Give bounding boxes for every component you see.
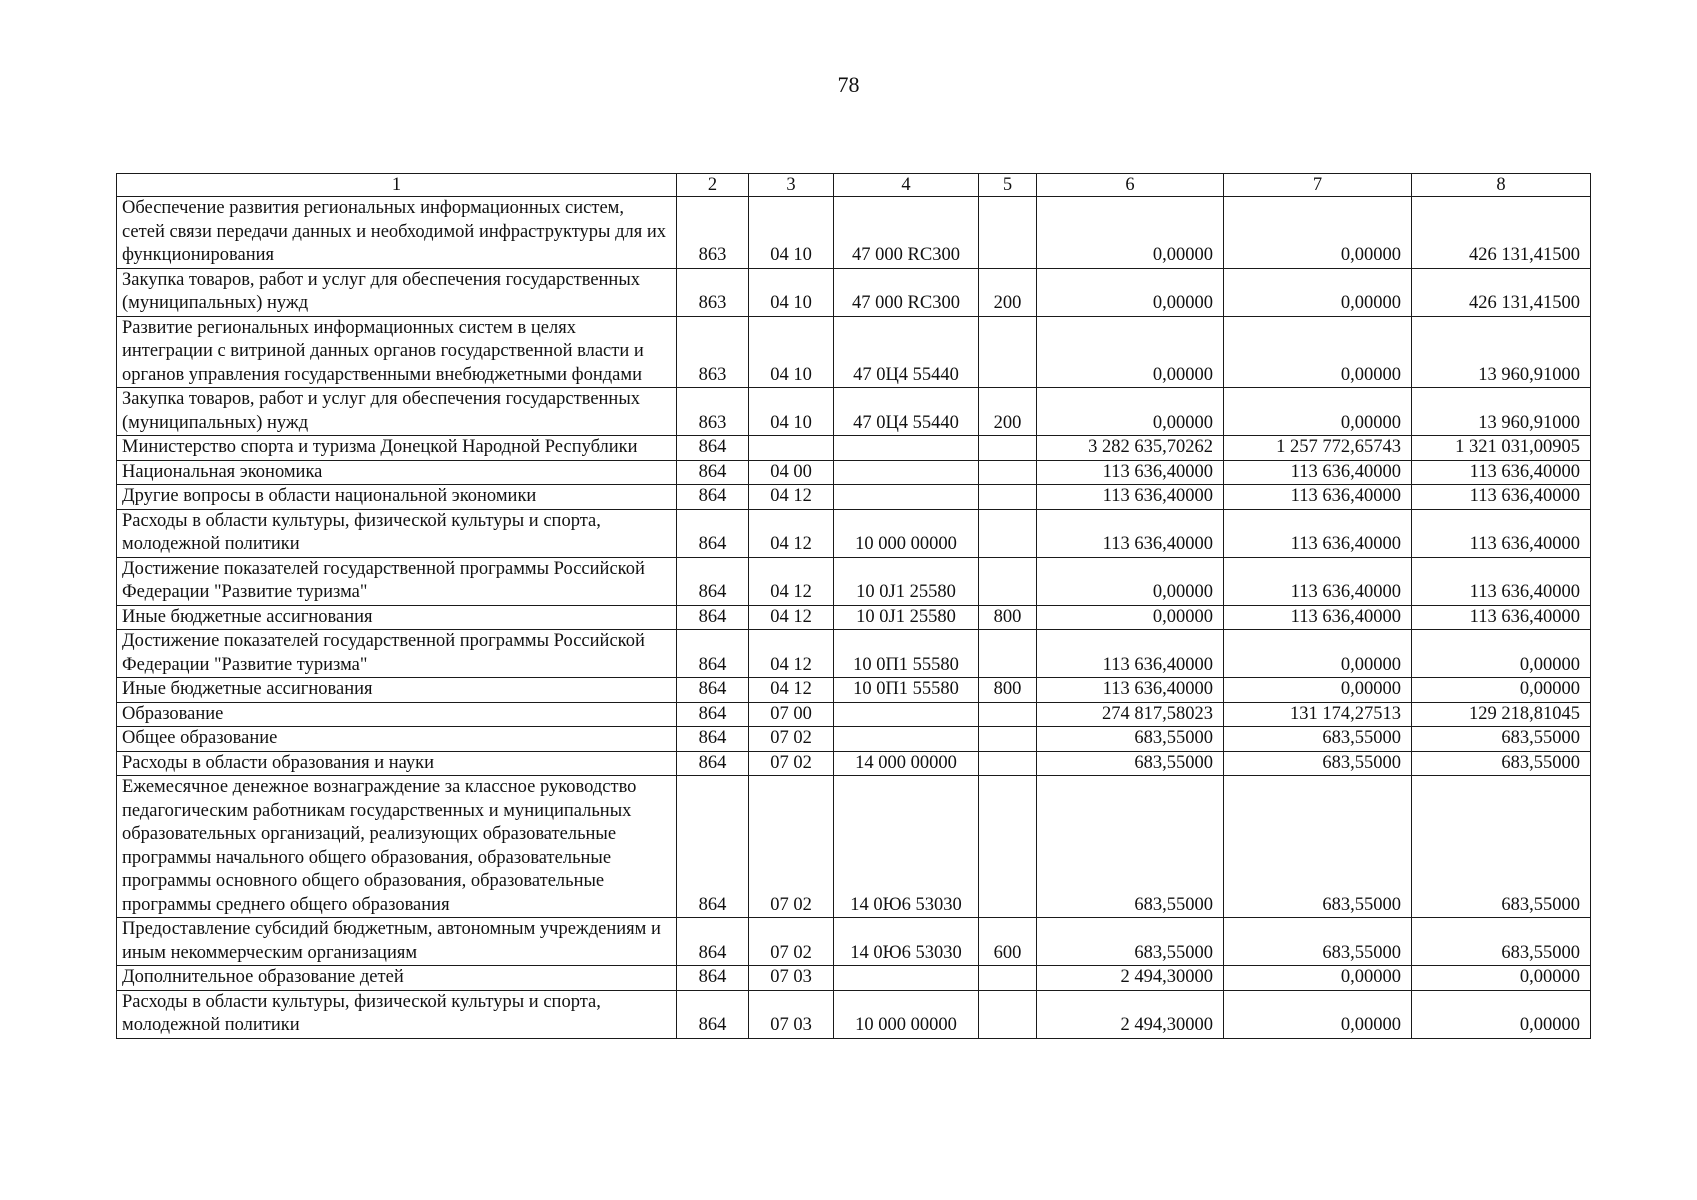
amount-year1-cell: 683,55000 [1037, 727, 1224, 752]
target-article-cell: 10 0J1 25580 [834, 557, 979, 605]
amount-year1-cell: 0,00000 [1037, 388, 1224, 436]
table-row [117, 509, 1591, 557]
amount-year1-cell: 3 282 635,70262 [1037, 436, 1224, 461]
target-article-cell: 10 000 00000 [834, 509, 979, 557]
amount-year2-cell: 0,00000 [1224, 630, 1412, 678]
table-row [117, 460, 1591, 485]
amount-year2-cell: 113 636,40000 [1224, 485, 1412, 510]
column-header: 3 [749, 174, 834, 197]
table-row [117, 918, 1591, 966]
table-row [117, 436, 1591, 461]
amount-year2-cell: 683,55000 [1224, 776, 1412, 918]
expense-type-cell [979, 751, 1037, 776]
table-row [117, 678, 1591, 703]
amount-year1-cell: 683,55000 [1037, 776, 1224, 918]
table-row [117, 966, 1591, 991]
column-header: 7 [1224, 174, 1412, 197]
target-article-cell: 47 000 RC300 [834, 197, 979, 269]
expense-type-cell [979, 436, 1037, 461]
amount-year2-cell: 113 636,40000 [1224, 557, 1412, 605]
amount-year2-cell: 1 257 772,65743 [1224, 436, 1412, 461]
table-body [117, 197, 1591, 1039]
amount-year2-cell: 113 636,40000 [1224, 509, 1412, 557]
ministry-code-cell: 864 [677, 751, 749, 776]
table-row [117, 268, 1591, 316]
amount-year3-cell: 683,55000 [1412, 776, 1591, 918]
page-number: 78 [837, 72, 860, 97]
amount-year1-cell: 0,00000 [1037, 316, 1224, 388]
amount-year2-cell: 683,55000 [1224, 751, 1412, 776]
expense-type-cell [979, 727, 1037, 752]
row-name-cell: Другие вопросы в области национальной экономики [117, 485, 677, 510]
table-row [117, 316, 1591, 388]
table-row [117, 990, 1591, 1038]
amount-year2-cell: 0,00000 [1224, 990, 1412, 1038]
amount-year3-cell: 13 960,91000 [1412, 316, 1591, 388]
ministry-code-cell: 864 [677, 605, 749, 630]
column-header: 2 [677, 174, 749, 197]
target-article-cell [834, 460, 979, 485]
amount-year1-cell: 2 494,30000 [1037, 990, 1224, 1038]
expense-type-cell: 800 [979, 678, 1037, 703]
expense-type-cell [979, 776, 1037, 918]
expense-type-cell [979, 316, 1037, 388]
section-code-cell: 04 12 [749, 509, 834, 557]
target-article-cell [834, 727, 979, 752]
expense-type-cell: 800 [979, 605, 1037, 630]
section-code-cell: 04 10 [749, 268, 834, 316]
amount-year2-cell: 113 636,40000 [1224, 460, 1412, 485]
table-row [117, 557, 1591, 605]
target-article-cell: 47 000 RC300 [834, 268, 979, 316]
table-row [117, 197, 1591, 269]
amount-year2-cell: 0,00000 [1224, 268, 1412, 316]
expense-type-cell: 600 [979, 918, 1037, 966]
amount-year2-cell: 0,00000 [1224, 388, 1412, 436]
amount-year1-cell: 113 636,40000 [1037, 460, 1224, 485]
amount-year3-cell: 426 131,41500 [1412, 197, 1591, 269]
amount-year2-cell: 0,00000 [1224, 678, 1412, 703]
table-row [117, 776, 1591, 918]
ministry-code-cell: 863 [677, 388, 749, 436]
row-name-cell: Предоставление субсидий бюджетным, автономным учреждениям и иным некоммерческим организациям [117, 918, 677, 966]
column-number-header-row [117, 174, 1591, 197]
target-article-cell: 14 0Ю6 53030 [834, 918, 979, 966]
amount-year1-cell: 113 636,40000 [1037, 509, 1224, 557]
amount-year2-cell: 0,00000 [1224, 966, 1412, 991]
row-name-cell: Расходы в области культуры, физической культуры и спорта, молодежной политики [117, 990, 677, 1038]
section-code-cell: 04 10 [749, 388, 834, 436]
target-article-cell: 10 0J1 25580 [834, 605, 979, 630]
amount-year1-cell: 0,00000 [1037, 197, 1224, 269]
column-header: 1 [117, 174, 677, 197]
ministry-code-cell: 864 [677, 436, 749, 461]
table-row [117, 605, 1591, 630]
section-code-cell: 04 12 [749, 485, 834, 510]
target-article-cell [834, 485, 979, 510]
amount-year3-cell: 1 321 031,00905 [1412, 436, 1591, 461]
ministry-code-cell: 864 [677, 509, 749, 557]
ministry-code-cell: 863 [677, 268, 749, 316]
row-name-cell: Иные бюджетные ассигнования [117, 605, 677, 630]
amount-year3-cell: 426 131,41500 [1412, 268, 1591, 316]
amount-year3-cell: 113 636,40000 [1412, 485, 1591, 510]
table-row [117, 485, 1591, 510]
amount-year1-cell: 2 494,30000 [1037, 966, 1224, 991]
section-code-cell: 04 10 [749, 197, 834, 269]
column-header: 4 [834, 174, 979, 197]
amount-year3-cell: 113 636,40000 [1412, 557, 1591, 605]
amount-year3-cell: 0,00000 [1412, 630, 1591, 678]
amount-year3-cell: 0,00000 [1412, 966, 1591, 991]
expense-type-cell [979, 966, 1037, 991]
amount-year1-cell: 683,55000 [1037, 918, 1224, 966]
ministry-code-cell: 864 [677, 485, 749, 510]
ministry-code-cell: 863 [677, 197, 749, 269]
budget-table [116, 173, 1591, 1039]
expense-type-cell [979, 197, 1037, 269]
expense-type-cell [979, 485, 1037, 510]
expense-type-cell [979, 990, 1037, 1038]
section-code-cell: 04 00 [749, 460, 834, 485]
amount-year1-cell: 113 636,40000 [1037, 630, 1224, 678]
section-code-cell: 07 02 [749, 918, 834, 966]
column-header: 8 [1412, 174, 1591, 197]
section-code-cell [749, 436, 834, 461]
table-row [117, 727, 1591, 752]
ministry-code-cell: 864 [677, 460, 749, 485]
amount-year3-cell: 113 636,40000 [1412, 605, 1591, 630]
amount-year3-cell: 113 636,40000 [1412, 460, 1591, 485]
expense-type-cell: 200 [979, 388, 1037, 436]
amount-year2-cell: 131 174,27513 [1224, 702, 1412, 727]
table-row [117, 388, 1591, 436]
amount-year1-cell: 113 636,40000 [1037, 678, 1224, 703]
section-code-cell: 07 00 [749, 702, 834, 727]
amount-year2-cell: 0,00000 [1224, 197, 1412, 269]
target-article-cell: 47 0Ц4 55440 [834, 388, 979, 436]
amount-year2-cell: 113 636,40000 [1224, 605, 1412, 630]
amount-year3-cell: 13 960,91000 [1412, 388, 1591, 436]
expense-type-cell [979, 702, 1037, 727]
target-article-cell: 10 000 00000 [834, 990, 979, 1038]
amount-year1-cell: 113 636,40000 [1037, 485, 1224, 510]
row-name-cell: Иные бюджетные ассигнования [117, 678, 677, 703]
row-name-cell: Дополнительное образование детей [117, 966, 677, 991]
section-code-cell: 07 03 [749, 990, 834, 1038]
table-row [117, 630, 1591, 678]
row-name-cell: Закупка товаров, работ и услуг для обеспечения государственных (муниципальных) нужд [117, 388, 677, 436]
amount-year1-cell: 683,55000 [1037, 751, 1224, 776]
row-name-cell: Министерство спорта и туризма Донецкой Народной Республики [117, 436, 677, 461]
amount-year3-cell: 0,00000 [1412, 990, 1591, 1038]
expense-type-cell [979, 460, 1037, 485]
ministry-code-cell: 864 [677, 918, 749, 966]
amount-year3-cell: 0,00000 [1412, 678, 1591, 703]
ministry-code-cell: 864 [677, 776, 749, 918]
section-code-cell: 04 10 [749, 316, 834, 388]
column-header: 6 [1037, 174, 1224, 197]
ministry-code-cell: 863 [677, 316, 749, 388]
ministry-code-cell: 864 [677, 702, 749, 727]
row-name-cell: Общее образование [117, 727, 677, 752]
section-code-cell: 07 03 [749, 966, 834, 991]
section-code-cell: 07 02 [749, 751, 834, 776]
row-name-cell: Достижение показателей государственной программы Российской Федерации "Развитие туризма" [117, 557, 677, 605]
section-code-cell: 04 12 [749, 630, 834, 678]
column-header: 5 [979, 174, 1037, 197]
expense-type-cell [979, 509, 1037, 557]
target-article-cell [834, 436, 979, 461]
amount-year1-cell: 274 817,58023 [1037, 702, 1224, 727]
row-name-cell: Образование [117, 702, 677, 727]
target-article-cell: 47 0Ц4 55440 [834, 316, 979, 388]
row-name-cell: Достижение показателей государственной программы Российской Федерации "Развитие туризма" [117, 630, 677, 678]
row-name-cell: Национальная экономика [117, 460, 677, 485]
ministry-code-cell: 864 [677, 727, 749, 752]
ministry-code-cell: 864 [677, 990, 749, 1038]
row-name-cell: Расходы в области культуры, физической культуры и спорта, молодежной политики [117, 509, 677, 557]
ministry-code-cell: 864 [677, 557, 749, 605]
amount-year3-cell: 683,55000 [1412, 918, 1591, 966]
ministry-code-cell: 864 [677, 630, 749, 678]
amount-year3-cell: 683,55000 [1412, 751, 1591, 776]
ministry-code-cell: 864 [677, 966, 749, 991]
table-row [117, 751, 1591, 776]
section-code-cell: 07 02 [749, 776, 834, 918]
row-name-cell: Расходы в области образования и науки [117, 751, 677, 776]
amount-year2-cell: 683,55000 [1224, 727, 1412, 752]
target-article-cell: 14 000 00000 [834, 751, 979, 776]
amount-year1-cell: 0,00000 [1037, 268, 1224, 316]
section-code-cell: 04 12 [749, 605, 834, 630]
target-article-cell: 10 0П1 55580 [834, 678, 979, 703]
expense-type-cell [979, 630, 1037, 678]
target-article-cell: 14 0Ю6 53030 [834, 776, 979, 918]
row-name-cell: Закупка товаров, работ и услуг для обеспечения государственных (муниципальных) нужд [117, 268, 677, 316]
section-code-cell: 04 12 [749, 557, 834, 605]
expense-type-cell: 200 [979, 268, 1037, 316]
amount-year1-cell: 0,00000 [1037, 557, 1224, 605]
amount-year1-cell: 0,00000 [1037, 605, 1224, 630]
expense-type-cell [979, 557, 1037, 605]
ministry-code-cell: 864 [677, 678, 749, 703]
amount-year3-cell: 683,55000 [1412, 727, 1591, 752]
row-name-cell: Обеспечение развития региональных информационных систем, сетей связи передачи данных и необходимой инфраструктуры для их функционирования [117, 197, 677, 269]
target-article-cell [834, 702, 979, 727]
section-code-cell: 04 12 [749, 678, 834, 703]
amount-year2-cell: 0,00000 [1224, 316, 1412, 388]
amount-year2-cell: 683,55000 [1224, 918, 1412, 966]
target-article-cell: 10 0П1 55580 [834, 630, 979, 678]
section-code-cell: 07 02 [749, 727, 834, 752]
amount-year3-cell: 129 218,81045 [1412, 702, 1591, 727]
amount-year3-cell: 113 636,40000 [1412, 509, 1591, 557]
row-name-cell: Развитие региональных информационных систем в целях интеграции с витриной данных органов государственной власти и органов управления государственными внебюджетными фондами [117, 316, 677, 388]
table-row [117, 702, 1591, 727]
row-name-cell: Ежемесячное денежное вознаграждение за классное руководство педагогическим работникам государственных и муниципальных образовательных организаций, реализующих образовательные программы начального общего образования, образовательные программы основного общего образования, образовательные программы среднего общего образования [117, 776, 677, 918]
target-article-cell [834, 966, 979, 991]
